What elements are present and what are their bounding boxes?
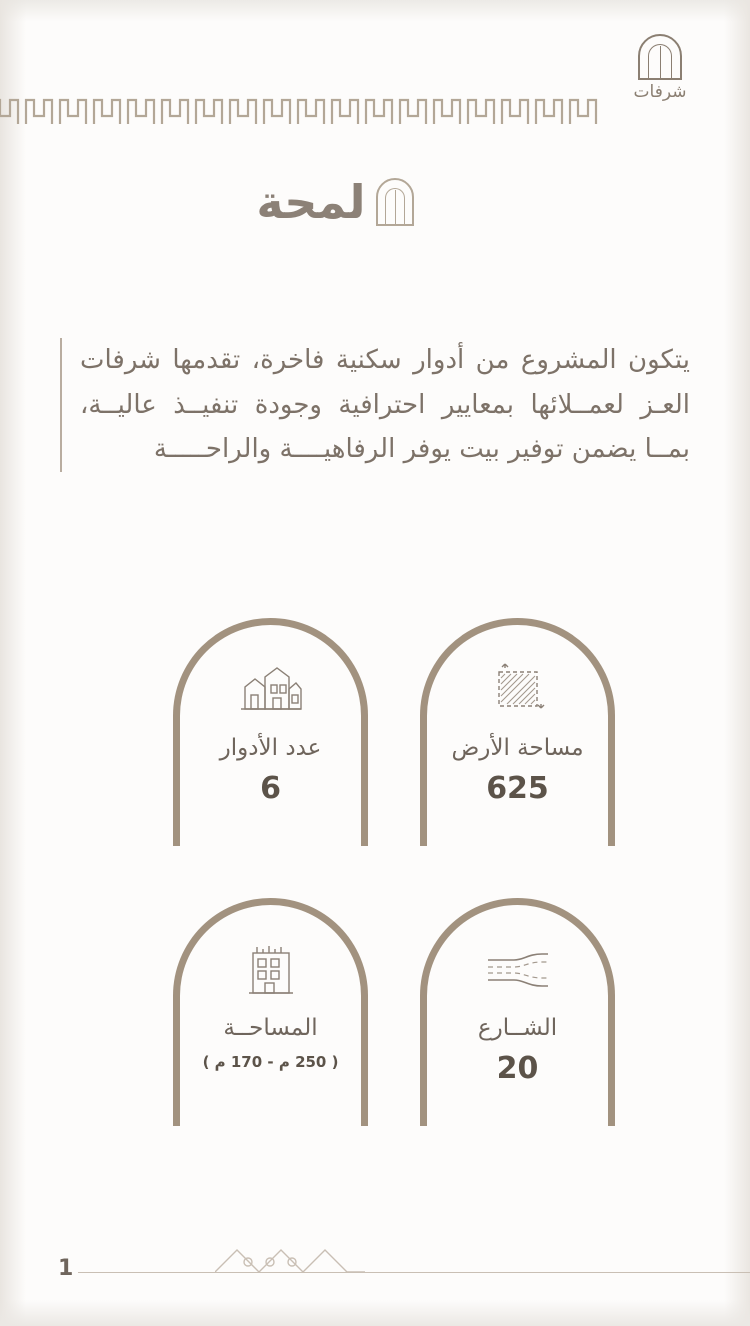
floors-buildings-icon (239, 659, 303, 721)
page-header (0, 30, 750, 130)
footer-rule (78, 1272, 750, 1273)
land-area-icon (489, 659, 547, 721)
page-footer (0, 1242, 750, 1282)
brand-logo (618, 34, 702, 126)
stat-card-land-area (420, 618, 615, 846)
stat-card-street (420, 898, 615, 1126)
section-title (0, 175, 750, 230)
stat-card-unit-area (173, 898, 368, 1126)
stat-card-label: المساحــة (223, 1015, 318, 1041)
stat-card-value: 625 (486, 771, 549, 806)
building-icon (243, 939, 299, 1001)
paragraph-divider (60, 338, 62, 472)
stat-card-value: 6 (260, 771, 281, 806)
stat-card-value: ( 250 م - 170 م ) (202, 1053, 339, 1071)
stat-card-grid (125, 618, 615, 1126)
arch-window-icon (638, 34, 682, 80)
page-edge-shade-top (0, 0, 750, 22)
stat-card-label: عدد الأدوار (219, 735, 322, 761)
stat-card-floors (173, 618, 368, 846)
section-title-text: لمحة (256, 175, 366, 229)
crenellation-ornament-band (0, 90, 610, 126)
page-edge-shade-bottom (0, 1300, 750, 1326)
diamond-ornament-icon (215, 1242, 365, 1286)
stat-card-value: 20 (496, 1051, 539, 1086)
arch-window-icon (376, 178, 414, 226)
street-lines-icon (484, 939, 552, 1001)
page-number: 1 (58, 1256, 74, 1281)
overview-paragraph-block (60, 338, 690, 472)
stat-card-label: الشــارع (477, 1015, 558, 1041)
stat-card-label: مساحة الأرض (451, 735, 584, 761)
overview-paragraph-text: يتكون المشروع من أدوار سكنية فاخرة، تقدمها شرفات العـز لعمــلائها بمعايير احترافية وجودة تنفيــذ عاليــة، بمــا يضمن توفير بيت يوفر الرفاهيــــة والراحـــــة (80, 345, 690, 465)
brand-logo-label: شرفات (633, 82, 687, 102)
